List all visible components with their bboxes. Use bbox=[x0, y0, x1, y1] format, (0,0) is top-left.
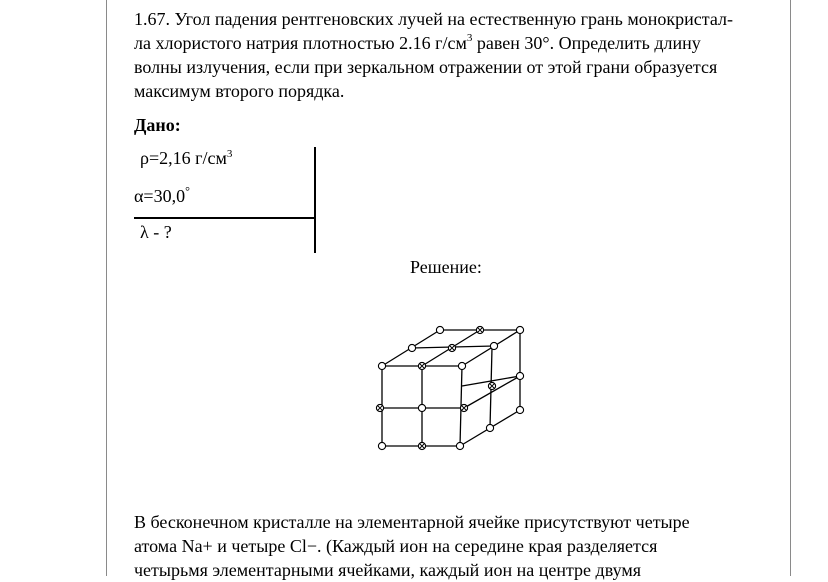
lattice-ion-marks bbox=[378, 328, 495, 449]
given-heading: Дано: bbox=[134, 115, 181, 135]
problem-line-2-superscript: 3 bbox=[466, 32, 473, 44]
problem-line-2-start: ла хлористого натрия плотностью 2.16 г/см bbox=[134, 33, 467, 53]
page-right-border bbox=[790, 0, 791, 576]
given-vertical-divider bbox=[314, 147, 316, 253]
solution-heading: Решение: bbox=[410, 257, 482, 277]
solution-text bbox=[134, 510, 774, 582]
crystal-lattice-figure bbox=[370, 322, 530, 456]
problem-line-3: волны излучения, если при зеркальном отражении от этой грани образуется bbox=[134, 57, 718, 77]
problem-line-2 bbox=[134, 31, 754, 55]
given-angle bbox=[134, 186, 190, 207]
problem-line-2-end: равен 30°. Определить длину bbox=[472, 33, 701, 53]
lattice-ions bbox=[376, 326, 523, 449]
given-density bbox=[140, 148, 232, 169]
solution-line-3: четырьмя элементарными ячейками, каждый ион на центре двумя bbox=[134, 560, 642, 580]
problem-line-1: 1.67. Угол падения рентгеновских лучей на естественную грань монокристал- bbox=[134, 9, 733, 29]
solution-line-1: В бесконечном кристалле на элементарной ячейке присутствуют четыре bbox=[134, 512, 690, 532]
given-angle-degree: ° bbox=[185, 184, 190, 198]
given-unknown: λ - ? bbox=[140, 222, 172, 242]
problem-line-4: максимум второго порядка. bbox=[134, 81, 345, 101]
page-left-border bbox=[106, 0, 107, 576]
given-density-superscript: 3 bbox=[226, 148, 233, 160]
problem-statement bbox=[134, 7, 754, 103]
given-density-text: ρ=2,16 г/см bbox=[140, 148, 227, 168]
given-horizontal-divider bbox=[134, 217, 316, 219]
given-angle-text: α=30,0 bbox=[134, 186, 186, 206]
solution-line-2: атома Na+ и четыре Cl−. (Каждый ион на середине края разделяется bbox=[134, 536, 658, 556]
